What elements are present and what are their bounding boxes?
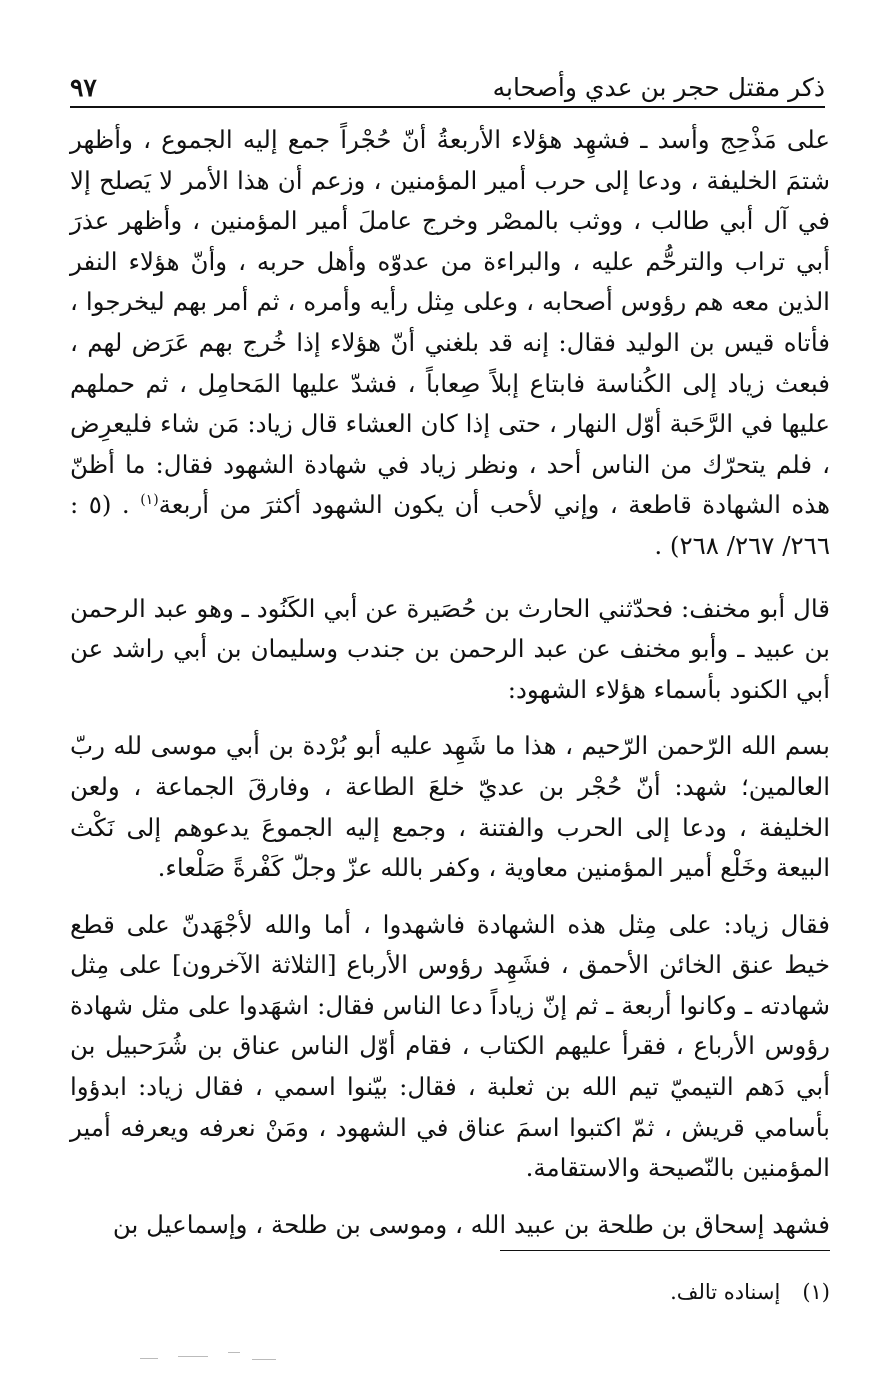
paragraph-text: على مَذْحِج وأسد ـ فشهِد هؤلاء الأربعةُ أنّ حُجْراً جمع إليه الجموع ، وأظهر شتمَ الخليفة ، ودعا إلى حرب أمير المؤمنين ، وزعم أن هذا الأمر لا يَصلح إلا في آل أبي طالب ، ووثب بالمصْر وخرج عاملَ أمير المؤمنين ، وأظهر عذرَ أبي تراب والترحُّم عليه ، والبراءة من عدوّه وأهل حربه ، وأنّ هؤلاء النفر الذين معه هم رؤوس أصحابه ، وعلى مِثل رأيه وأمره ، ثم أمر بهم ليخرجوا ، فأتاه قيس بن الوليد فقال: إنه قد بلغني أنّ هؤلاء إذا خُرج بهم عَرَض لهم ، فبعث زياد إلى الكُناسة فابتاع إبلاً صِعاباً ، فشدّ عليها المَحامِل ، ثم حملهم عليها في الرَّحَبة أوّل النهار ، حتى إذا كان العشاء قال زياد: مَن شاء فليعرِض ، فلم يتحرّك من الناس أحد ، ونظر زياد في شهادة الشهود فقال: ما أظنّ هذه الشهادة قاطعة ، وإني لأحب أن يكون الشهود أكثرَ من أربعة [70, 125, 831, 520]
running-title: ذكر مقتل حجر بن عدي وأصحابه [492, 73, 825, 102]
footnote [420, 1278, 830, 1306]
paragraph-text: بسم الله الرّحمن الرّحيم ، هذا ما شَهِد عليه أبو بُرْدة بن أبي موسى لله ربّ العالمين؛ شهد: أنّ حُجْر بن عديّ خلعَ الطاعة ، وفارقَ الجماعة ، ولعن الخليفة ، ودعا إلى الحرب والفتنة ، وجمع إليه الجموعَ يدعوهم إلى نَكْث البيعة وخَلْع أمير المؤمنين معاوية ، وكفر بالله عزّ وجلّ كَفْرةً صَلْعاء. [70, 731, 830, 883]
page-number: ٩٧ [70, 73, 97, 102]
paragraph [70, 120, 830, 567]
footnote-rule [500, 1250, 830, 1251]
page-header [70, 58, 825, 100]
paragraph-text: فشهد إسحاق بن طلحة بن عبيد الله ، وموسى بن طلحة ، وإسماعيل بن [112, 1209, 830, 1239]
paragraph-text: فقال زياد: على مِثل هذه الشهادة فاشهدوا ، أما والله لأجْهَدنّ على قطع خيط عنق الخائن الأحمق ، فشَهِد رؤوس الأرباع [الثلاثة الآخرون] على مِثل شهادته ـ وكانوا أربعة ـ ثم إنّ زياداً دعا الناس فقال: اشهَدوا على مثل شهادة رؤوس الأرباع ، فقرأ عليهم الكتاب ، فقام أوّل الناس عناق بن شُرَحبيل بن أبي دَهم التيميّ تيم الله بن ثعلبة ، فقال: بيّنوا اسمي ، فقال زياد: ابدؤوا بأسامي قريش ، ثمّ اكتبوا اسمَ عناق في الشهود ، ومَنْ نعرفه ويعرفه أمير المؤمنين بالنّصيحة والاستقامة. [70, 909, 830, 1183]
paragraph [70, 905, 830, 1189]
speck [140, 1358, 158, 1359]
footnote-text: إسناده تالف. [670, 1280, 781, 1304]
paragraph [70, 589, 830, 711]
main-text [70, 120, 830, 1267]
footnote-marker: (١) [802, 1280, 830, 1304]
speck [252, 1359, 276, 1360]
citation-text: . (٥ : ٢٦٦/ ٢٦٧/ ٢٦٨) . [70, 490, 830, 560]
footnote-reference[interactable]: (١) [140, 492, 159, 509]
speck [178, 1356, 208, 1357]
paragraph-text: قال أبو مخنف: فحدّثني الحارث بن حُصَيرة عن أبي الكَنُود ـ وهو عبد الرحمن بن عبيد ـ وأبو مخنف عن عبد الرحمن بن جندب وسليمان بن أبي راشد عن أبي الكنود بأسماء هؤلاء الشهود: [70, 593, 830, 704]
paragraph [70, 1205, 830, 1246]
speck [228, 1352, 240, 1353]
paragraph [70, 726, 830, 888]
header-rule [70, 106, 825, 108]
scan-specks [140, 1352, 290, 1366]
